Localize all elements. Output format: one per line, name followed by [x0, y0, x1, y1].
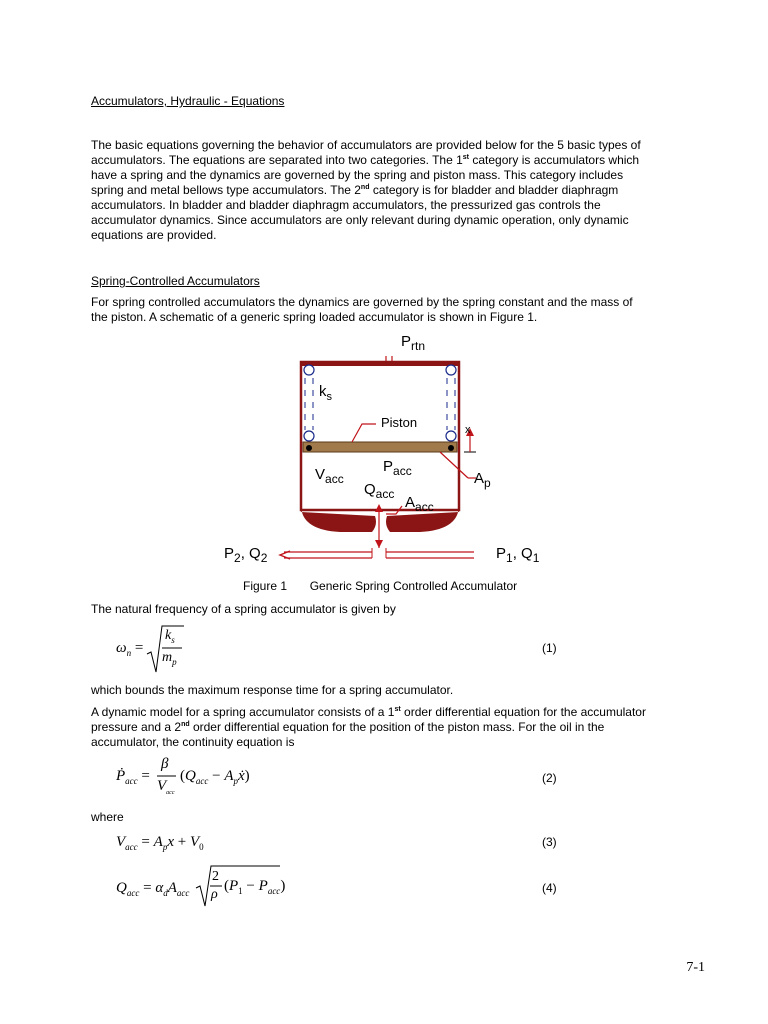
label-piston: Piston [381, 415, 418, 430]
eq2-body: ($Q_{acc}$ − $A_pẋ$) [180, 768, 250, 786]
equation-number: (1) [542, 641, 557, 655]
natural-frequency-text: The natural frequency of a spring accumulator is given by [91, 602, 396, 616]
eq4-body: $(P_1 - P_{acc})$ [224, 878, 286, 896]
after-eq1-text: which bounds the maximum response time for a spring accumulator. [91, 683, 454, 697]
equation-number: (4) [542, 881, 557, 895]
intro-line: equations are provided. [91, 228, 217, 242]
equation-number: (2) [542, 771, 557, 785]
intro-line: have a spring and the dynamics are governed by the spring and piston mass. This category includes [91, 168, 624, 182]
label-p1-q1: $P_1$, $Q_1$ [496, 545, 540, 565]
page-title: Accumulators, Hydraulic - Equations [91, 94, 285, 108]
intro-line: The basic equations governing the behavior of accumulators are provided below for the 5 basic types of [91, 138, 641, 152]
label-p2-q2: $P_2$, $Q_2$ [224, 545, 268, 565]
eq1-numerator: $k_s$ [165, 628, 175, 645]
figure-caption-text: Generic Spring Controlled Accumulator [309, 579, 518, 593]
section-heading: Spring-Controlled Accumulators [91, 274, 260, 288]
eq4-denominator: ρ [211, 887, 218, 902]
label-vacc: $V_{acc}$ [315, 466, 344, 486]
equation-number: (3) [542, 835, 557, 849]
intro-line: accumulator dynamics. Since accumulators are only relevant during dynamic operation, only dynamic [91, 213, 629, 227]
page-number: 7-1 [686, 960, 705, 975]
eq2-numerator: β [161, 756, 169, 772]
eq2-denominator: $V_{acc}$ [157, 778, 175, 796]
equation-4: $Q_{acc} = \alpha_dA_{acc}$ [116, 880, 190, 898]
eq1-denominator: $m_p$ [162, 650, 177, 667]
label-qacc: $Q_{acc}$ [364, 481, 395, 501]
label-ks: $k_s$ [319, 383, 332, 403]
equation-2: Ṗ$_{acc}$ = [116, 768, 150, 786]
figure-caption-number: Figure 1 [243, 579, 288, 593]
label-ap: $A_p$ [474, 470, 491, 490]
equation-1: $\omega_n$ = [116, 640, 144, 658]
label-prtn: $P_{rtn}$ [401, 333, 426, 353]
intro-line: accumulators. In bladder and bladder diaphragm accumulators, the pressurized gas controls the [91, 198, 601, 212]
label-x: x [465, 424, 471, 436]
intro-line: accumulators. The equations are separated into two categories. The 1st category is accumulators which [91, 153, 640, 167]
intro-line: spring and metal bellows type accumulators. The 2nd category is for bladder and bladder diaphragm [91, 183, 619, 197]
eq4-numerator: 2 [212, 869, 219, 884]
spring-line: the piston. A schematic of a generic spring loaded accumulator is shown in Figure 1. [91, 310, 538, 324]
spring-line: For spring controlled accumulators the dynamics are governed by the spring constant and the mass of [91, 295, 633, 309]
label-aacc: $A_{acc}$ [405, 494, 434, 514]
dynamic-line: accumulator, the continuity equation is [91, 735, 295, 749]
dynamic-line: A dynamic model for a spring accumulator consists of a 1st order differential equation for the accumulator [91, 705, 646, 719]
dynamic-line: pressure and a 2nd order differential equation for the position of the piston mass. For the oil in the [91, 720, 605, 734]
where-text: where [91, 810, 124, 824]
equation-3: $V_{acc} = A_px + V_0$ [116, 834, 204, 852]
label-pacc: $P_{acc}$ [383, 458, 412, 478]
